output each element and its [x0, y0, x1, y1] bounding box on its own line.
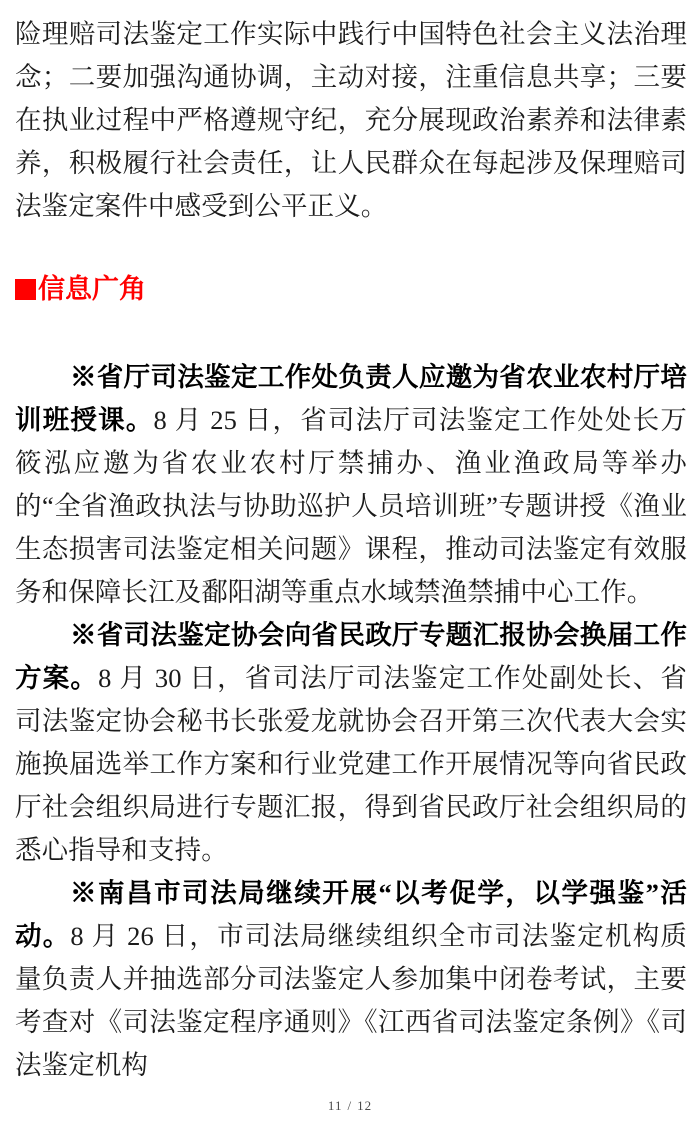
section-heading — [15, 273, 146, 307]
news-item-body: 8 月 30 日，省司法厅司法鉴定工作处副处长、省司法鉴定协会秘书长张爱龙就协会召开第三次代表大会实施换届选举工作方案和行业党建工作开展情况等向省民政厅社会组织局进行专题汇报，得到省民政厅社会组织局的悉心指导和支持。 — [15, 663, 688, 865]
news-item — [15, 614, 687, 872]
news-item — [15, 356, 687, 614]
footer-separator: / — [347, 1098, 353, 1113]
section-heading-label: 信息广角 — [38, 274, 146, 305]
red-square-icon — [15, 279, 36, 300]
footer-current-page: 11 — [327, 1098, 343, 1113]
footer-total-pages: 12 — [357, 1098, 373, 1113]
news-item-title-terminator: 。 — [125, 405, 154, 435]
news-list — [15, 356, 687, 1087]
news-item-marker: ※ — [70, 362, 97, 392]
news-item-title: 省司法鉴定协会向省民政厅专题汇报协会换届工作方案 — [15, 620, 687, 693]
news-item-marker: ※ — [70, 878, 99, 908]
carryover-paragraph: 险理赔司法鉴定工作实际中践行中国特色社会主义法治理念；二要加强沟通协调，主动对接，注重信息共享；三要在执业过程中严格遵规守纪，充分展现政治素养和法律素养，积极履行社会责任，让人民群众在每起涉及保理赔司法鉴定案件中感受到公平正义。 — [15, 19, 687, 221]
news-item-title-terminator: 。 — [70, 663, 99, 693]
news-item-marker: ※ — [70, 620, 97, 650]
news-item-body: 8 月 26 日，市司法局继续组织全市司法鉴定机构质量负责人并抽选部分司法鉴定人参加集中闭卷考试，主要考查对《司法鉴定程序通则》《江西省司法鉴定条例》《司法鉴定机构 — [15, 921, 687, 1080]
page-footer — [0, 1098, 700, 1114]
news-item-title: 省厅司法鉴定工作处负责人应邀为省农业农村厅培训班授课 — [15, 362, 687, 435]
news-item-title: 南昌市司法局继续开展“以考促学，以学强鉴”活动。 — [15, 878, 687, 951]
news-item-body: 8 月 25 日，省司法厅司法鉴定工作处处长万筱泓应邀为省农业农村厅禁捕办、渔业渔政局等举办的“全省渔政执法与协助巡护人员培训班”专题讲授《渔业生态损害司法鉴定相关问题》课程，推动司法鉴定有效服务和保障长江及鄱阳湖等重点水域禁渔禁捕中心工作。 — [15, 405, 687, 607]
news-item — [15, 872, 687, 1087]
